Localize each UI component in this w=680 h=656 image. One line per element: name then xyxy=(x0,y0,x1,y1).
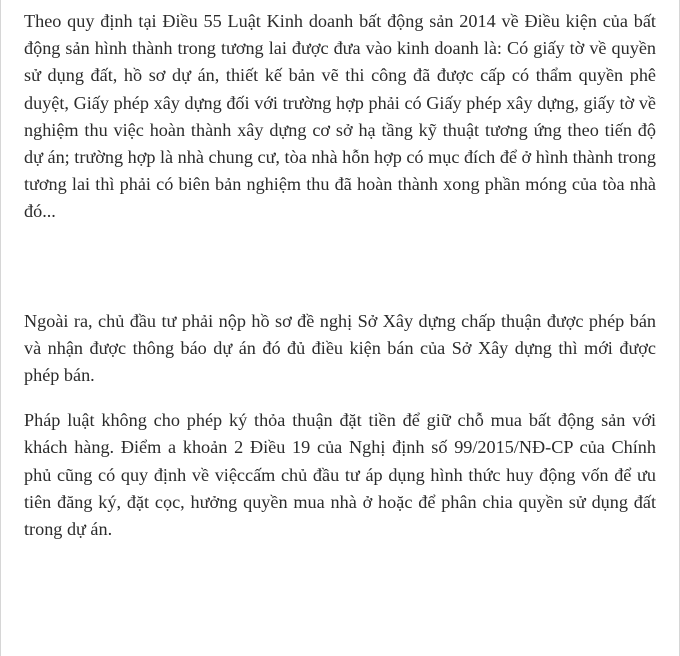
paragraph-sales-approval: Ngoài ra, chủ đầu tư phải nộp hồ sơ đề nghị Sở Xây dựng chấp thuận được phép bán và nhận được thông báo dự án đó đủ điều kiện bán của Sở Xây dựng thì mới được phép bán. xyxy=(24,310,656,386)
paragraph-legal-conditions: Theo quy định tại Điều 55 Luật Kinh doanh bất động sản 2014 về Điều kiện của bất động sản hình thành trong tương lai được đưa vào kinh doanh là: Có giấy tờ về quyền sử dụng đất, hồ sơ dự án, thiết kế bản vẽ thi công đã được cấp có thẩm quyền phê duyệt, Giấy phép xây dựng đối với trường hợp phải có Giấy phép xây dựng, giấy tờ về nghiệm thu việc hoàn thành xây dựng cơ sở hạ tầng kỹ thuật tương ứng theo tiến độ dự án; trường hợp là nhà chung cư, tòa nhà hỗn hợp có mục đích để ở hình thành trong tương lai thì phải có biên bản nghiệm thu đã hoàn thành xong phần móng của tòa nhà đó... xyxy=(24,11,656,222)
left-border xyxy=(0,0,1,656)
article-body xyxy=(24,8,656,543)
paragraph-deposit-prohibition: Pháp luật không cho phép ký thỏa thuận đặt tiền để giữ chỗ mua bất động sản với khách hàng. Điểm a khoản 2 Điều 19 của Nghị định số 99/2015/NĐ-CP của Chính phủ cũng có quy định về việccấm chủ đầu tư áp dụng hình thức huy động vốn để ưu tiên đăng ký, đặt cọc, hưởng quyền mua nhà ở hoặc để phân chia quyền sử dụng đất trong dự án. xyxy=(24,410,656,540)
